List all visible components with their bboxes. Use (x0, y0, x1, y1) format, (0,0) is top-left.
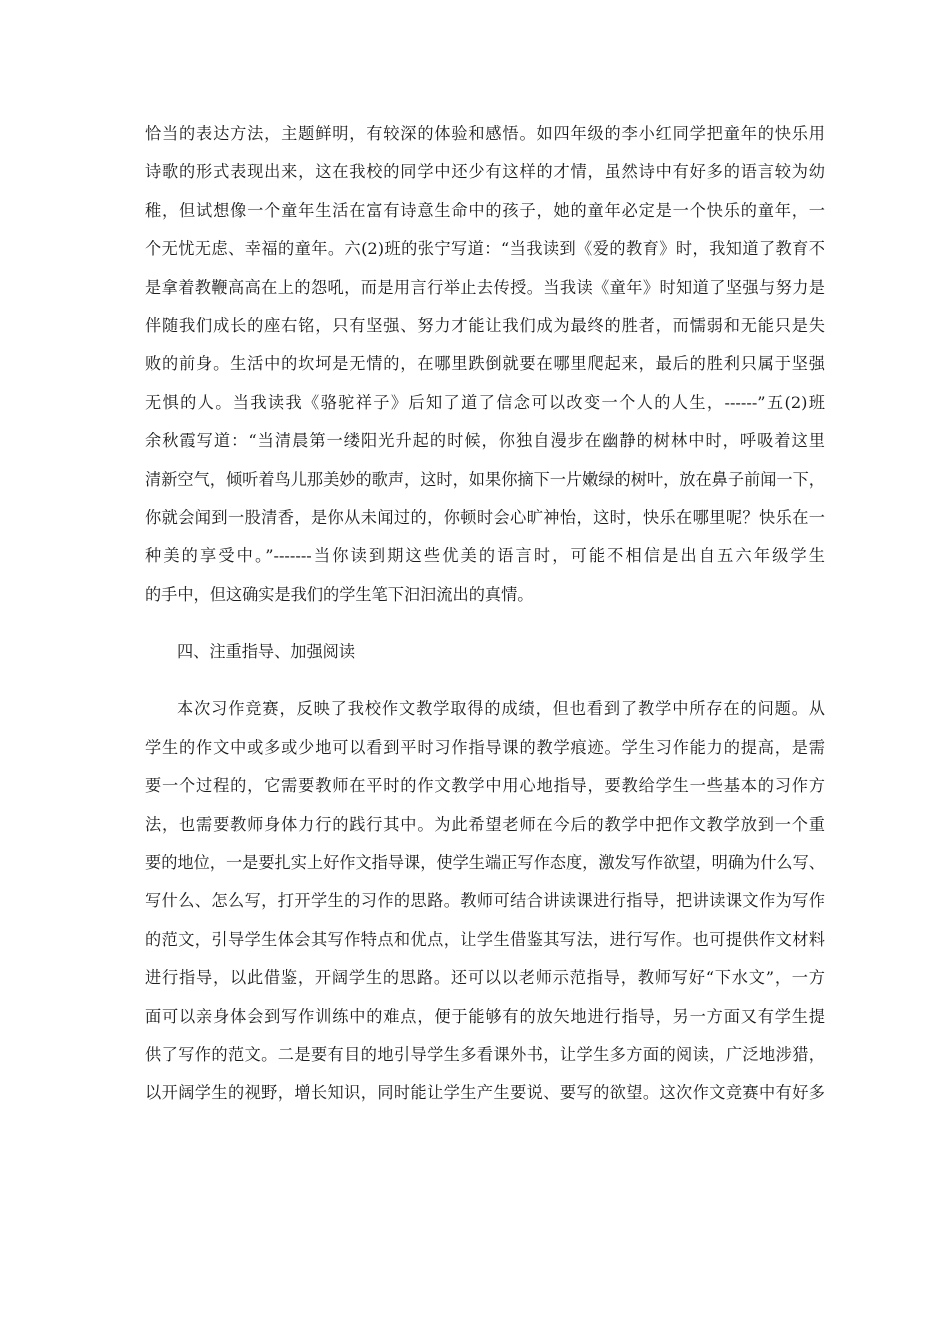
text-line: 写什么、怎么写，打开学生的习作的思路。教师可结合讲读课进行指导，把讲读课文作为写作 (145, 891, 825, 911)
section-heading: 四、注重指导、加强阅读 (177, 642, 356, 662)
text-line: 供了写作的范文。二是要有目的地引导学生多看课外书，让学生多方面的阅读，广泛地涉猎， (145, 1044, 825, 1064)
text-line: 法，也需要教师身体力行的践行其中。为此希望老师在今后的教学中把作文教学放到一个重 (145, 814, 825, 834)
text-line: 本次习作竞赛，反映了我校作文教学取得的成绩，但也看到了教学中所存在的问题。从 (177, 699, 825, 719)
text-line: 的手中，但这确实是我们的学生笔下汩汩流出的真情。 (145, 584, 534, 604)
paragraph-2 (145, 690, 825, 1112)
text-line: 余秋霞写道：“当清晨第一缕阳光升起的时候，你独自漫步在幽静的树林中时，呼吸着这里 (145, 431, 825, 451)
text-line: 个无忧无虑、幸福的童年。六(2)班的张宁写道：“当我读到《爱的教育》时，我知道了教育不 (145, 239, 825, 259)
text-line: 你就会闻到一股清香，是你从未闻过的，你顿时会心旷神怡，这时，快乐在哪里呢？快乐在一 (145, 507, 825, 527)
text-line: 的范文，引导学生体会其写作特点和优点，让学生借鉴其写法，进行写作。也可提供作文材料 (145, 929, 825, 949)
text-line: 学生的作文中或多或少地可以看到平时习作指导课的教学痕迹。学生习作能力的提高，是需 (145, 737, 825, 757)
text-line: 诗歌的形式表现出来，这在我校的同学中还少有这样的才情，虽然诗中有好多的语言较为幼 (145, 162, 825, 182)
text-line: 清新空气，倾听着鸟儿那美妙的歌声，这时，如果你摘下一片嫩绿的树叶，放在鼻子前闻一下， (145, 469, 825, 489)
text-line: 伴随我们成长的座右铭，只有坚强、努力才能让我们成为最终的胜者，而懦弱和无能只是失 (145, 315, 825, 335)
text-line: 面可以亲身体会到写作训练中的难点，便于能够有的放矢地进行指导，另一方面又有学生提 (145, 1006, 825, 1026)
document-page (145, 115, 825, 1113)
paragraph-gap (145, 614, 825, 633)
text-line: 稚，但试想像一个童年生活在富有诗意生命中的孩子，她的童年必定是一个快乐的童年，一 (145, 200, 825, 220)
text-line: 要的地位，一是要扎实上好作文指导课，使学生端正写作态度，激发写作欲望，明确为什么写、 (145, 853, 825, 873)
text-line: 种美的享受中。”-------当你读到期这些优美的语言时，可能不相信是出自五六年级学生 (145, 546, 825, 566)
text-line: 恰当的表达方法，主题鲜明，有较深的体验和感悟。如四年级的李小红同学把童年的快乐用 (145, 124, 825, 143)
paragraph-1 (145, 115, 825, 614)
text-line: 败的前身。生活中的坎坷是无情的，在哪里跌倒就要在哪里爬起来，最后的胜利只属于坚强 (145, 354, 825, 374)
text-line: 无惧的人。当我读我《骆驼祥子》后知了道了信念可以改变一个人的人生，------”五(2)班 (145, 392, 825, 412)
text-line: 要一个过程的，它需要教师在平时的作文教学中用心地指导，要教给学生一些基本的习作方 (145, 776, 825, 796)
text-line: 进行指导，以此借鉴，开阔学生的思路。还可以以老师示范指导，教师写好“下水文”，一方 (145, 968, 825, 988)
text-line: 是拿着教鞭高高在上的怨吼，而是用言行举止去传授。当我读《童年》时知道了坚强与努力是 (145, 277, 825, 297)
paragraph-gap (145, 671, 825, 690)
text-line: 以开阔学生的视野，增长知识，同时能让学生产生要说、要写的欲望。这次作文竞赛中有好多 (145, 1083, 825, 1103)
